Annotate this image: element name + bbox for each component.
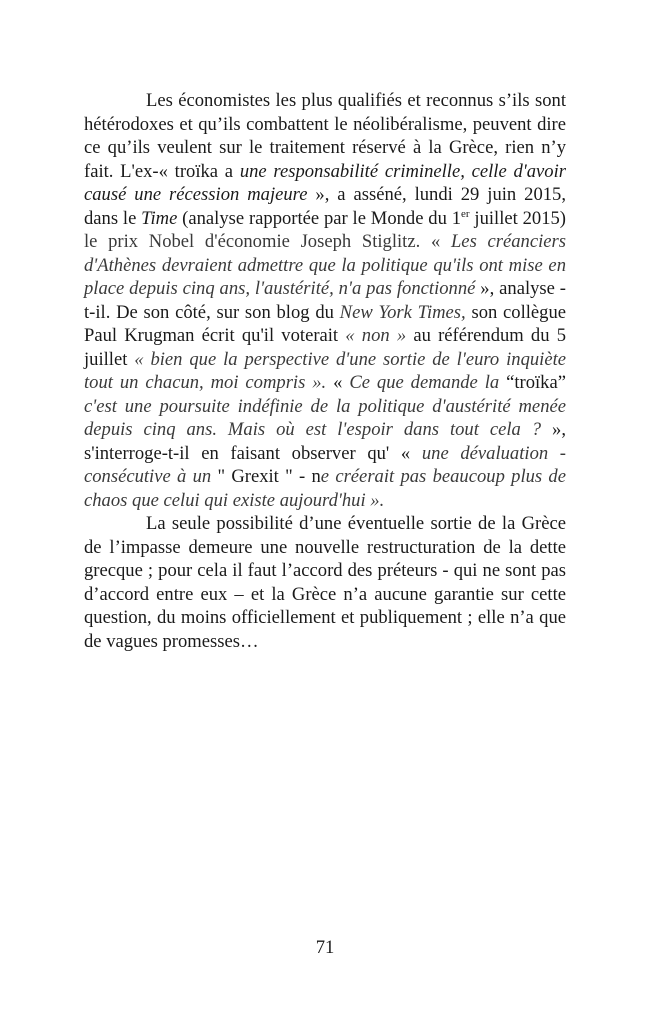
page-body	[84, 89, 566, 653]
text-run: son collègue Paul Krugman écrit qu'il voterait	[84, 301, 567, 346]
magazine-time: Time	[141, 207, 178, 229]
paragraph-2: La seule possibilité d’une éventuelle sortie de la Grèce de l’impasse demeure une nouvelle restructuration de la dette grecque ; pour cela il faut l’accord des préteurs - qui ne sont pas d’accord entre eux – et la Grèce n’a aucune garantie sur cette question, du moins officiellement et publiquement ; elle n’a que de vagues promesses…	[84, 513, 566, 652]
quote-non: « non »	[345, 325, 407, 346]
quote-krugman-3a: une dévaluation - consécutive à un	[84, 442, 567, 487]
text-run: le prix Nobel d'économie Joseph Stiglitz. «	[84, 231, 451, 252]
quote-stiglitz-2: Les créanciers d'Athènes devraient admettre que la politique qu'ils ont mise en place depuis cinq ans, l'austérité, n'a pas fonctionné	[84, 231, 566, 299]
quote-krugman-1: « bien que la perspective d'une sortie de l'euro inquiète tout un chacun, moi compris ».	[84, 348, 567, 393]
text-run: au référendum du 5 juillet	[84, 325, 567, 370]
newspaper-nyt: New York Times,	[339, 301, 466, 323]
text-run: », a asséné, lundi 29 juin 2015, dans le	[84, 184, 566, 229]
page-number: 71	[315, 937, 335, 958]
quote-stiglitz-1: une responsabilité criminelle, celle d'avoir causé une récession majeure	[84, 160, 566, 205]
text-run: «	[326, 372, 350, 393]
grexit-word: " Grexit " - n	[217, 466, 321, 487]
superscript-er: er	[461, 207, 470, 220]
text-run: juillet 2015)	[469, 207, 566, 229]
quote-krugman-2a: Ce que demande la	[349, 372, 507, 393]
paragraph-1	[84, 89, 566, 512]
troika-word: “troïka”	[506, 372, 566, 393]
text-run: Les économistes les plus qualifiés et reconnus s’ils sont hétérodoxes et qu’ils combattent le néolibéralisme, peuvent dire ce qu’ils veulent sur le traitement réservé à la Grèce, rien n’y fait. L'ex-« troïka a	[84, 90, 566, 182]
text-run: », analyse -t-il. De son côté, sur son blog du	[84, 278, 566, 323]
quote-krugman-3b: e créerait pas beaucoup plus de chaos que celui qui existe aujourd'hui ».	[84, 466, 566, 511]
text-run: », s'interroge-t-il en faisant observer qu' «	[84, 419, 567, 464]
text-run: (analyse rapportée par le Monde du 1	[177, 207, 462, 229]
quote-krugman-2b: c'est une poursuite indéfinie de la politique d'austérité menée depuis cinq ans. Mais où est l'espoir dans tout cela ?	[84, 395, 566, 440]
